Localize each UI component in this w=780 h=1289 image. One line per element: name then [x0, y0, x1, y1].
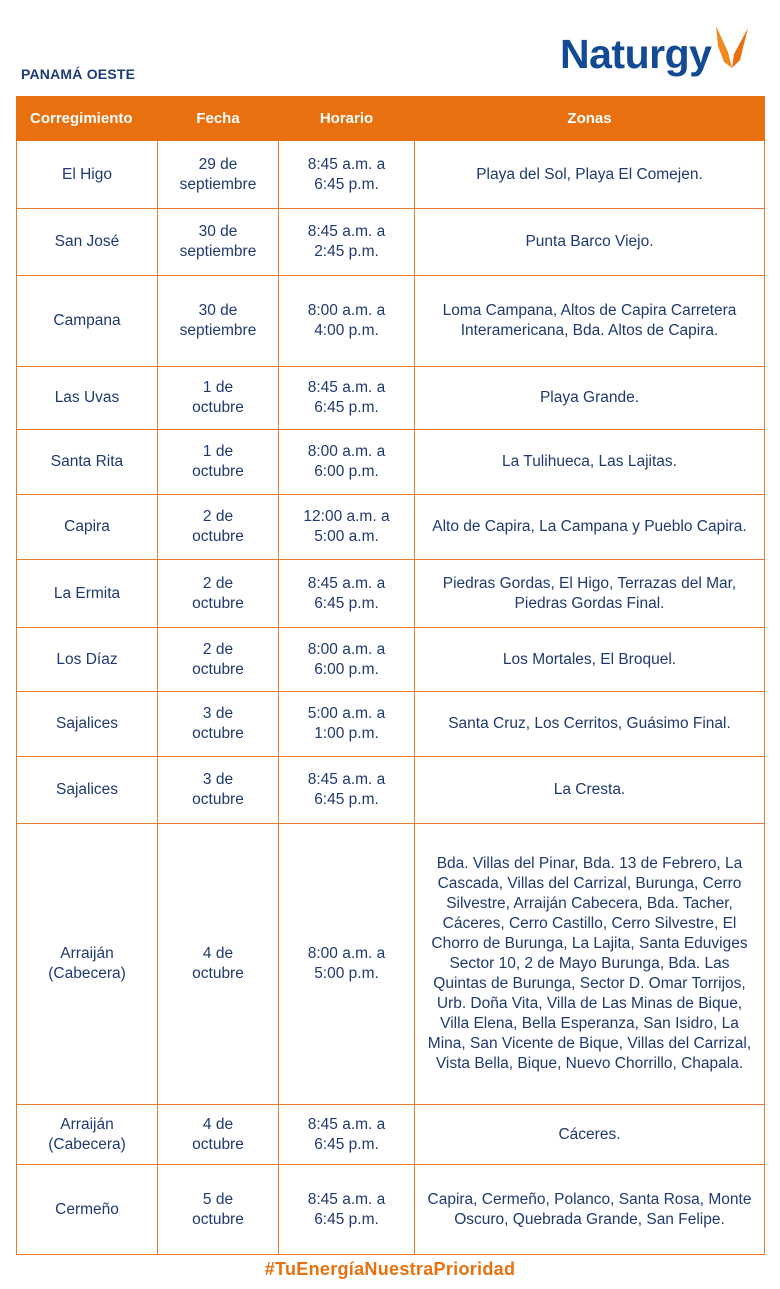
cell-corregimiento-text: Los Díaz	[56, 650, 118, 668]
cell-horario-text: 8:45 a.m. a	[307, 155, 386, 173]
cell-horario-text: 8:00 a.m. a	[307, 443, 386, 460]
cell-fecha-text: octubre	[192, 594, 244, 612]
cell-corregimiento	[17, 367, 158, 430]
cell-fecha-text: 3 de	[202, 771, 234, 788]
cell-zonas-text: Capira, Cermeño, Polanco, Santa Rosa, Monte Oscuro, Quebrada Grande, San Felipe.	[427, 1190, 752, 1228]
cell-corregimiento	[17, 430, 158, 495]
cell-horario	[279, 1165, 415, 1255]
table-row	[17, 628, 765, 692]
cell-fecha	[158, 628, 279, 692]
cell-horario-text: 5:00 a.m. a	[307, 705, 386, 722]
table-row	[17, 757, 765, 824]
cell-horario-text: 6:00 p.m.	[314, 463, 379, 480]
cell-horario-text: 6:45 p.m.	[314, 791, 379, 808]
cell-horario	[279, 367, 415, 430]
column-header-corregimiento: Corregimiento	[17, 97, 158, 141]
logo-text: Naturgy	[560, 31, 712, 77]
cell-zonas	[415, 1165, 765, 1255]
cell-corregimiento-text: Sajalices	[55, 715, 119, 732]
cell-zonas	[415, 560, 765, 628]
cell-horario-text: 6:45 p.m.	[314, 1135, 379, 1153]
cell-corregimiento-text: Arraiján (Cabecera)	[48, 1115, 126, 1153]
cell-horario-text: 6:00 p.m.	[314, 660, 379, 678]
table-row	[17, 692, 765, 757]
cell-horario	[279, 692, 415, 757]
cell-zonas	[415, 430, 765, 495]
cell-fecha	[158, 824, 279, 1105]
cell-horario-text: 6:45 p.m.	[314, 399, 379, 416]
cell-fecha-text: octubre	[192, 463, 244, 480]
column-header-fecha: Fecha	[158, 97, 279, 141]
cell-horario-text: 12:00 a.m. a	[303, 508, 390, 525]
cell-corregimiento	[17, 141, 158, 209]
cell-fecha-text: octubre	[192, 528, 244, 545]
cell-corregimiento-text: Las Uvas	[54, 389, 120, 406]
cell-horario	[279, 276, 415, 367]
table-row	[17, 209, 765, 276]
cell-zonas-text: Bda. Villas del Pinar, Bda. 13 de Febrero, La Cascada, Villas del Carrizal, Burunga, Cerro Silvestre, Arraiján Cabecera, Bda. Tacher, Cáceres, Cerro Castillo, Cerro Silvestre, El Chorro de Burunga, La Lajita, Santa Eduviges Sector 10, 2 de Mayo Burunga, Bda. Las Quintas de Burunga, Sector D. Omar Torrijos, Urb. Doña Vita, Villa de Las Minas de Bique, Villa Elena, Bella Esperanza, San Isidro, La Mina, San Vicente de Bique, Villas del Carrizal, Vista Bella, Bique, Nuevo Chorrillo, Chapala.	[427, 855, 752, 1072]
cell-corregimiento	[17, 1105, 158, 1165]
cell-fecha-text: 3 de	[202, 705, 234, 722]
cell-fecha-text: 2 de	[202, 508, 234, 525]
cell-fecha-text: octubre	[192, 1210, 244, 1228]
table-row	[17, 1165, 765, 1255]
cell-corregimiento	[17, 1165, 158, 1255]
table-row	[17, 367, 765, 430]
cell-fecha-text: 2 de	[202, 640, 234, 658]
cell-zonas	[415, 1105, 765, 1165]
cell-fecha-text: 29 de	[198, 155, 238, 173]
cell-fecha	[158, 209, 279, 276]
cell-fecha-text: septiembre	[179, 175, 257, 193]
cell-corregimiento-text: Santa Rita	[50, 453, 124, 470]
cell-fecha-text: 4 de	[202, 945, 234, 962]
cell-zonas-text: Playa Grande.	[539, 389, 640, 406]
column-header-zonas: Zonas	[415, 97, 765, 141]
cell-zonas	[415, 209, 765, 276]
table-row	[17, 276, 765, 367]
table-row	[17, 495, 765, 560]
cell-horario-text: 8:45 a.m. a	[307, 574, 386, 592]
cell-horario-text: 8:00 a.m. a	[307, 640, 386, 658]
cell-corregimiento-text: La Ermita	[53, 584, 121, 602]
cell-horario-text: 8:00 a.m. a	[307, 945, 386, 962]
cell-zonas	[415, 628, 765, 692]
column-header-horario: Horario	[279, 97, 415, 141]
table-row	[17, 430, 765, 495]
cell-fecha	[158, 495, 279, 560]
cell-corregimiento-text: Arraiján (Cabecera)	[48, 945, 126, 982]
cell-zonas	[415, 824, 765, 1105]
cell-fecha-text: septiembre	[179, 243, 257, 260]
cell-fecha-text: 30 de	[198, 223, 238, 240]
cell-corregimiento	[17, 692, 158, 757]
cell-horario	[279, 141, 415, 209]
table-row	[17, 824, 765, 1105]
cell-fecha-text: octubre	[192, 660, 244, 678]
cell-corregimiento	[17, 757, 158, 824]
naturgy-logo	[560, 22, 752, 82]
cell-zonas	[415, 757, 765, 824]
cell-horario-text: 6:45 p.m.	[314, 175, 379, 193]
cell-fecha-text: 2 de	[202, 574, 234, 592]
cell-zonas-text: Cáceres.	[558, 1125, 621, 1143]
cell-fecha-text: 30 de	[198, 302, 238, 319]
cell-fecha	[158, 1165, 279, 1255]
cell-fecha	[158, 276, 279, 367]
cell-horario-text: 5:00 p.m.	[314, 965, 379, 982]
cell-fecha-text: 1 de	[202, 443, 234, 460]
cell-fecha-text: octubre	[192, 1135, 244, 1153]
cell-fecha	[158, 1105, 279, 1165]
cell-horario	[279, 628, 415, 692]
cell-horario-text: 4:00 p.m.	[314, 322, 379, 339]
cell-fecha-text: octubre	[192, 725, 244, 742]
cell-horario	[279, 495, 415, 560]
cell-horario-text: 8:45 a.m. a	[307, 1190, 386, 1208]
cell-fecha-text: 5 de	[202, 1190, 234, 1208]
cell-zonas-text: Piedras Gordas, El Higo, Terrazas del Mar, Piedras Gordas Final.	[442, 574, 737, 612]
cell-horario	[279, 430, 415, 495]
cell-horario-text: 6:45 p.m.	[314, 1210, 379, 1228]
cell-zonas-text: La Cresta.	[553, 781, 626, 798]
cell-fecha	[158, 692, 279, 757]
cell-horario	[279, 209, 415, 276]
cell-fecha-text: 4 de	[202, 1115, 234, 1133]
cell-horario-text: 8:45 a.m. a	[307, 223, 386, 240]
cell-horario-text: 8:00 a.m. a	[307, 302, 386, 319]
cell-corregimiento-text: Campana	[53, 312, 121, 329]
cell-fecha-text: octubre	[192, 791, 244, 808]
cell-fecha	[158, 430, 279, 495]
butterfly-icon	[712, 22, 752, 80]
cell-corregimiento	[17, 628, 158, 692]
cell-corregimiento	[17, 495, 158, 560]
schedule-table	[16, 96, 765, 1255]
cell-zonas-text: Loma Campana, Altos de Capira Carretera Interamericana, Bda. Altos de Capira.	[442, 302, 737, 339]
cell-zonas-text: Playa del Sol, Playa El Comejen.	[476, 165, 703, 183]
cell-zonas-text: Santa Cruz, Los Cerritos, Guásimo Final.	[448, 715, 731, 732]
cell-horario-text: 1:00 p.m.	[314, 725, 379, 742]
cell-corregimiento-text: Capira	[64, 518, 110, 535]
cell-fecha	[158, 757, 279, 824]
table-row	[17, 1105, 765, 1165]
cell-horario-text: 8:45 a.m. a	[307, 379, 386, 396]
cell-fecha	[158, 367, 279, 430]
cell-horario-text: 5:00 a.m.	[314, 528, 379, 545]
cell-fecha-text: septiembre	[179, 322, 257, 339]
cell-corregimiento	[17, 276, 158, 367]
cell-fecha	[158, 560, 279, 628]
table-header-row	[17, 97, 765, 141]
campaign-hashtag: #TuEnergíaNuestraPrioridad	[264, 1259, 516, 1279]
cell-horario-text: 6:45 p.m.	[314, 594, 379, 612]
cell-zonas	[415, 495, 765, 560]
cell-horario	[279, 824, 415, 1105]
cell-horario	[279, 560, 415, 628]
cell-corregimiento	[17, 560, 158, 628]
cell-corregimiento	[17, 824, 158, 1105]
cell-corregimiento	[17, 209, 158, 276]
table-row	[17, 141, 765, 209]
table-row	[17, 560, 765, 628]
cell-zonas	[415, 141, 765, 209]
cell-fecha-text: 1 de	[202, 379, 234, 396]
cell-horario	[279, 1105, 415, 1165]
cell-fecha-text: octubre	[192, 965, 244, 982]
cell-zonas-text: Alto de Capira, La Campana y Pueblo Capira.	[432, 518, 747, 535]
cell-fecha	[158, 141, 279, 209]
cell-zonas	[415, 276, 765, 367]
cell-fecha-text: octubre	[192, 399, 244, 416]
region-title: PANAMÁ OESTE	[21, 66, 136, 82]
cell-zonas-text: Los Mortales, El Broquel.	[502, 650, 677, 668]
cell-corregimiento-text: El Higo	[62, 165, 112, 183]
cell-corregimiento-text: San José	[54, 233, 120, 250]
cell-horario	[279, 757, 415, 824]
cell-corregimiento-text: Sajalices	[55, 781, 119, 798]
cell-zonas	[415, 367, 765, 430]
cell-horario-text: 2:45 p.m.	[314, 243, 379, 260]
cell-horario-text: 8:45 a.m. a	[307, 1115, 386, 1133]
cell-zonas-text: Punta Barco Viejo.	[525, 233, 654, 250]
cell-zonas-text: La Tulihueca, Las Lajitas.	[502, 453, 677, 470]
cell-corregimiento-text: Cermeño	[55, 1200, 119, 1218]
cell-horario-text: 8:45 a.m. a	[307, 771, 386, 788]
cell-zonas	[415, 692, 765, 757]
